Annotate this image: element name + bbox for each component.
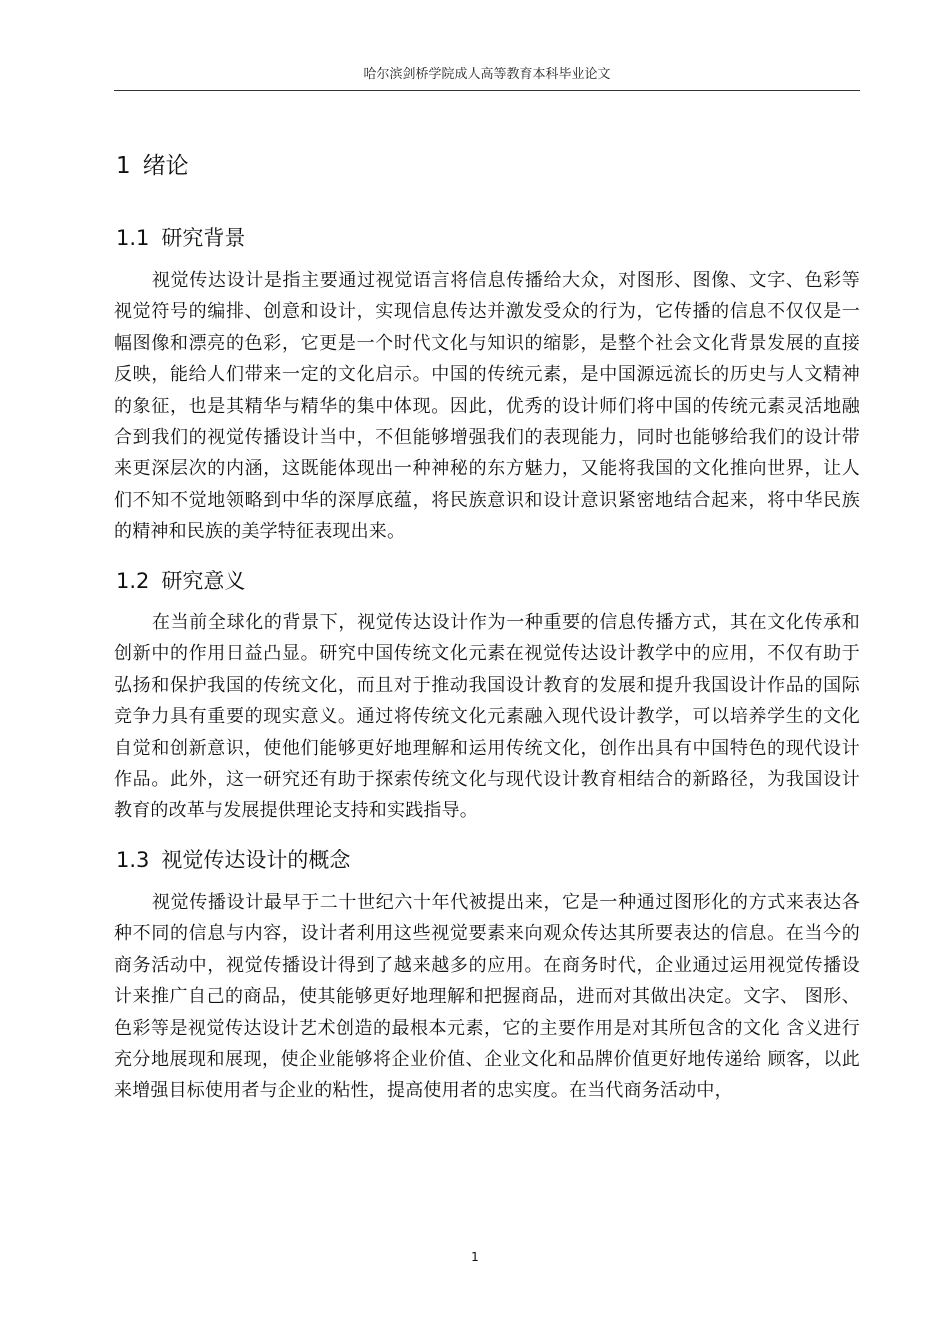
- section-title-text: 视觉传达设计的概念: [161, 848, 351, 872]
- paragraph-research-significance: 在当前全球化的背景下，视觉传达设计作为一种重要的信息传播方式，其在文化传承和创新中的作用日益凸显。研究中国传统文化元素在视觉传达设计教学中的应用，不仅有助于弘扬和保护我国的传统文化，而且对于推动我国设计教育的发展和提升我国设计作品的国际竞争力具有重要的现实意义。通过将传统文化元素融入现代设计教学，可以培养学生的文化自觉和创新意识，使他们能够更好地理解和运用传统文化，创作出具有中国特色的现代设计作品。此外，这一研究还有助于探索传统文化与现代设计教育相结合的新路径，为我国设计教育的改革与发展提供理论支持和实践指导。: [114, 612, 860, 822]
- section-number: 1.3: [116, 848, 150, 872]
- section-title-1-3: [116, 845, 350, 875]
- section-number: 1.1: [116, 226, 150, 250]
- section-title-text: 研究背景: [161, 226, 246, 250]
- chapter-title-text: 绪论: [142, 153, 189, 179]
- section-title-1-1: [116, 223, 245, 253]
- section-title-1-2: [116, 566, 245, 596]
- page-number: 1: [471, 1250, 479, 1264]
- chapter-title: [116, 150, 189, 182]
- section-number: 1.2: [116, 569, 150, 593]
- section-title-text: 研究意义: [161, 569, 246, 593]
- chapter-number: 1: [116, 153, 131, 179]
- paragraph-research-background: 视觉传达设计是指主要通过视觉语言将信息传播给大众，对图形、图像、文字、色彩等视觉符号的编排、创意和设计，实现信息传达并激发受众的行为，它传播的信息不仅仅是一幅图像和漂亮的色彩，它更是一个时代文化与知识的缩影，是整个社会文化背景发展的直接反映，能给人们带来一定的文化启示。中国的传统元素，是中国源远流长的历史与人文精神的象征，也是其精华与精华的集中体现。因此，优秀的设计师们将中国的传统元素灵活地融合到我们的视觉传播设计当中，不但能够增强我们的表现能力，同时也能够给我们的设计带来更深层次的内涵，这既能体现出一种神秘的东方魅力，又能将我国的文化推向世界，让人们不知不觉地领略到中华的深厚底蕴，将民族意识和设计意识紧密地结合起来，将中华民族的精神和民族的美学特征表现出来。: [114, 270, 860, 543]
- paragraph-visual-communication-concept: 视觉传播设计最早于二十世纪六十年代被提出来，它是一种通过图形化的方式来表达各种不同的信息与内容，设计者利用这些视觉要素来向观众传达其所要表达的信息。在当今的商务活动中，视觉传播设计得到了越来越多的应用。在商务时代，企业通过运用视觉传播设计来推广自己的商品，使其能够更好地理解和把握商品，进而对其做出决定。文字、 图形、色彩等是视觉传达设计艺术创造的最根本元素，它的主要作用是对其所包含的文化 含义进行充分地展现和展现，使企业能够将企业价值、企业文化和品牌价值更好地传递给 顾客，以此来增强目标使用者与企业的粘性，提高使用者的忠实度。在当代商务活动中，: [114, 892, 860, 1102]
- running-header: 哈尔滨剑桥学院成人高等教育本科毕业论文: [363, 67, 611, 82]
- header-rule: [114, 90, 860, 91]
